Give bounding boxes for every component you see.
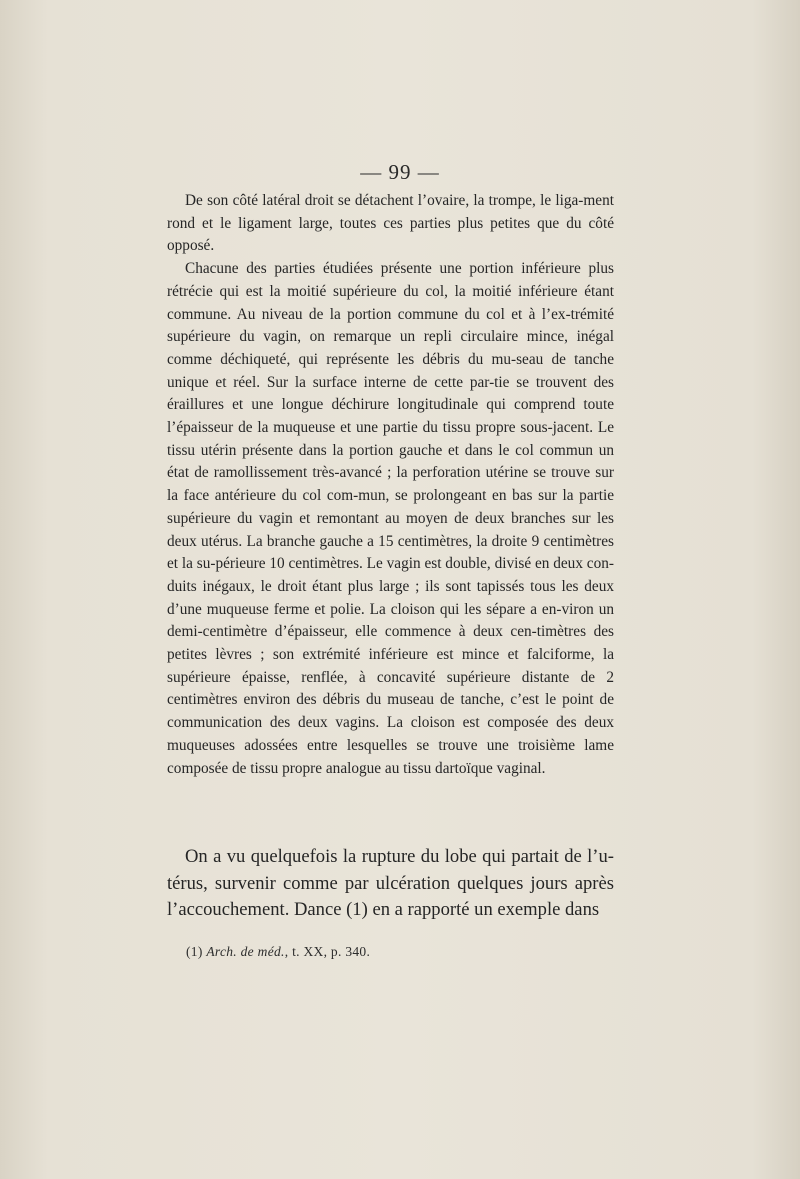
- paragraph-3: On a vu quelquefois la rupture du lobe qui partait de l’u-térus, survenir comme par ulcération quelques jours après l’accouchement. Dance (1) en a rapporté un exemple dans: [167, 846, 614, 920]
- main-text-block: [167, 190, 614, 780]
- large-text-block: [167, 844, 614, 924]
- page-number: — 99 —: [360, 160, 440, 184]
- paragraph-2: Chacune des parties étudiées présente une portion inférieure plus rétrécie qui est la moitié supérieure du col, la moitié inférieure étant commune. Au niveau de la portion commune du col et à l’ex-trémité supérieure du vagin, on remarque un repli circulaire mince, inégal comme déchiqueté, qui représente les débris du mu-seau de tanche unique et réel. Sur la surface interne de cette par-tie se trouvent des éraillures et une longue déchirure longitudinale qui comprend toute l’épaisseur de la muqueuse et une partie du tissu propre sous-jacent. Le tissu utérin présente dans la portion gauche et dans le col commun un état de ramollissement très-avancé ; la perforation utérine se trouve sur la face antérieure du col com-mun, se prolongeant en bas sur la partie supérieure du vagin et remontant au moyen de deux branches sur les deux utérus. La branche gauche a 15 centimètres, la droite 9 centimètres et la su-périeure 10 centimètres. Le vagin est double, divisé en deux con-duits inégaux, le droit étant plus large ; ils sont tapissés tous les deux d’une muqueuse ferme et polie. La cloison qui les sépare a en-viron un demi-centimètre d’épaisseur, elle commence à deux cen-timètres des petites lèvres ; son extrémité inférieure est mince et falciforme, la supérieure épaisse, renflée, à concavité supérieure distante de 2 centimètres environ des débris du museau de tanche, c’est le point de communication des deux vagins. La cloison est composée des deux muqueuses adossées entre lesquelles se trouve une troisième lame composée de tissu propre analogue au tissu dartoïque vaginal.: [167, 260, 614, 777]
- footnote-marker: (1): [186, 944, 203, 959]
- footnote-reference: , t. XX, p. 340.: [284, 944, 371, 959]
- footnote-source: Arch. de méd.: [206, 944, 285, 959]
- paragraph-1: De son côté latéral droit se détachent l’ovaire, la trompe, le liga-ment rond et le ligament large, toutes ces parties plus petites que du côté opposé.: [167, 192, 614, 255]
- footnote: [186, 944, 370, 960]
